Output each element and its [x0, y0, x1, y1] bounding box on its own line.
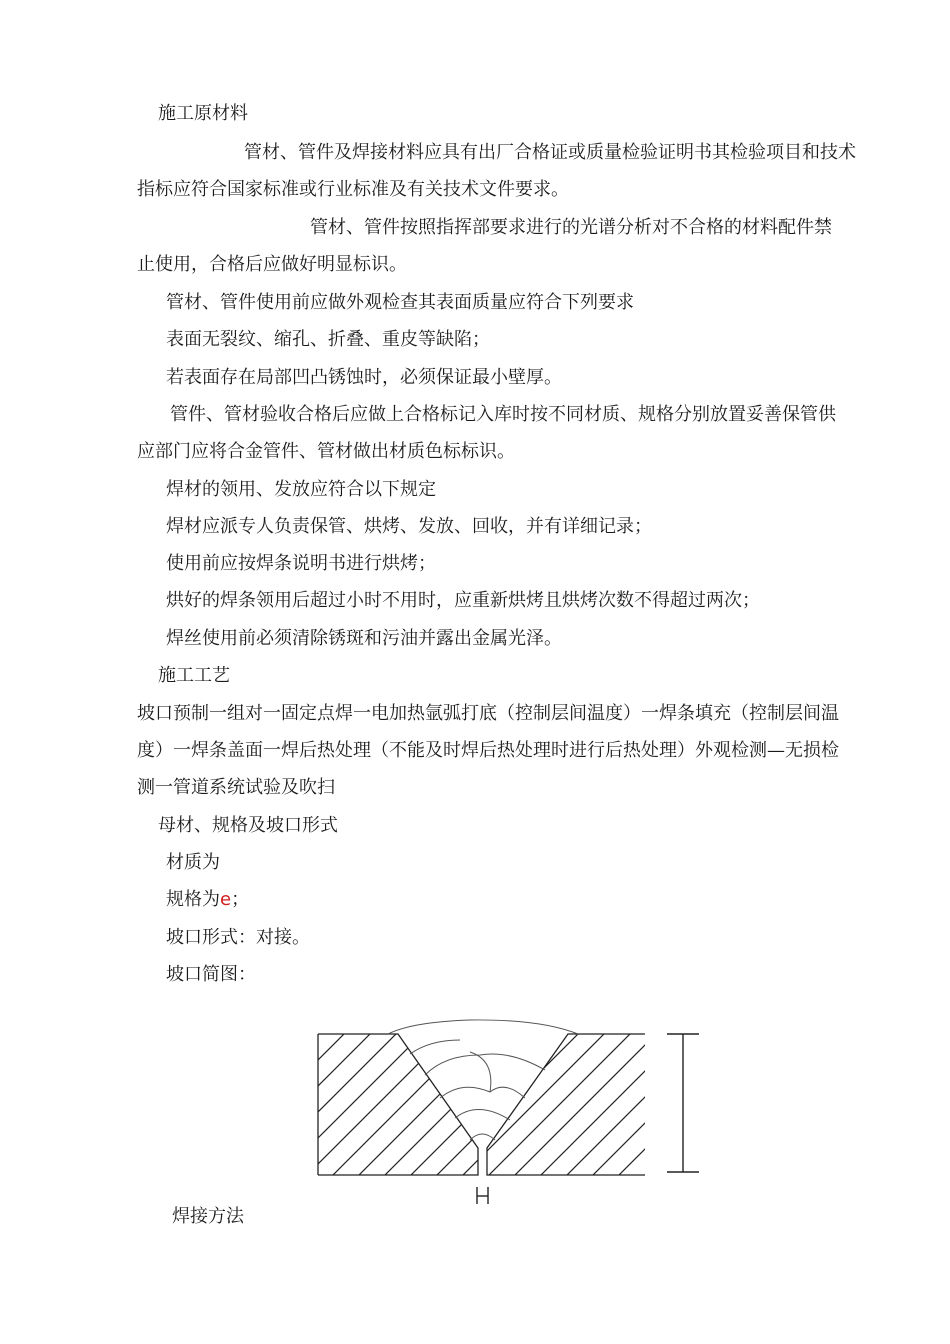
materials-heading: 施工原材料 [158, 103, 248, 124]
welding-method: 焊接方法 [172, 1206, 244, 1227]
paragraph-consumables: 焊材的领用、发放应符合以下规定 [166, 479, 436, 500]
spec-value: e [220, 889, 232, 910]
paragraph-visual-inspection: 管材、管件使用前应做外观检查其表面质量应符合下列要求 [166, 292, 634, 313]
weld-cap-outline [388, 1020, 578, 1034]
paragraph-spectral-line2: 止使用，合格后应做好明显标识。 [137, 254, 407, 275]
weld-pass-6 [470, 1052, 491, 1092]
consumables-item-3: 烘好的焊条领用后超过小时不用时，应重新烘烤且烘烤次数不得超过两次； [166, 590, 760, 611]
paragraph-certificates-line2: 指标应符合国家标准或行业标准及有关技术文件要求。 [137, 179, 569, 200]
weld-pass-4 [425, 1054, 545, 1075]
base-metal-heading: 母材、规格及坡口形式 [158, 815, 338, 836]
weld-pass-3 [440, 1087, 525, 1098]
consumables-item-2: 使用前应按焊条说明书进行烘烤； [166, 553, 436, 574]
consumables-item-4: 焊丝使用前必须清除锈斑和污油并露出金属光泽。 [166, 628, 562, 649]
inspection-item-2: 若表面存在局部凹凸锈蚀时，必须保证最小壁厚。 [166, 367, 562, 388]
material-label: 材质为 [166, 852, 220, 873]
spec-label: 规格为 [166, 889, 220, 910]
paragraph-spectral-line1: 管材、管件按照指挥部要求进行的光谱分析对不合格的材料配件禁 [310, 217, 832, 238]
paragraph-storage-line1: 管件、管材验收合格后应做上合格标记入库时按不同材质、规格分别放置妥善保管供 [170, 404, 836, 425]
spec-suffix: ； [231, 889, 250, 910]
groove-form: 坡口形式：对接。 [166, 927, 310, 948]
process-flow-line2: 度）一焊条盖面一焊后热处理（不能及时焊后热处理时进行后热处理）外观检测—无损检 [137, 740, 839, 761]
consumables-item-1: 焊材应派专人负责保管、烘烤、发放、回收，并有详细记录； [166, 516, 652, 537]
inspection-item-1: 表面无裂纹、缩孔、折叠、重皮等缺陷； [166, 329, 490, 350]
process-flow-line3: 测一管道系统试验及吹扫 [137, 777, 335, 798]
weld-pass-5 [410, 1040, 460, 1054]
weld-pass-2 [455, 1109, 510, 1120]
weld-pass-1 [470, 1134, 495, 1140]
left-plate-hatch [318, 1034, 488, 1175]
groove-sketch-label: 坡口简图： [166, 964, 256, 985]
paragraph-certificates-line1: 管材、管件及焊接材料应具有出厂合格证或质量检验证明书其检验项目和技术 [244, 142, 856, 163]
process-flow-line1: 坡口预制一组对一固定点焊一电加热氩弧打底（控制层间温度）一焊条填充（控制层间温 [137, 703, 839, 724]
process-heading: 施工工艺 [158, 665, 230, 686]
paragraph-storage-line2: 应部门应将合金管件、管材做出材质色标标识。 [137, 441, 515, 462]
